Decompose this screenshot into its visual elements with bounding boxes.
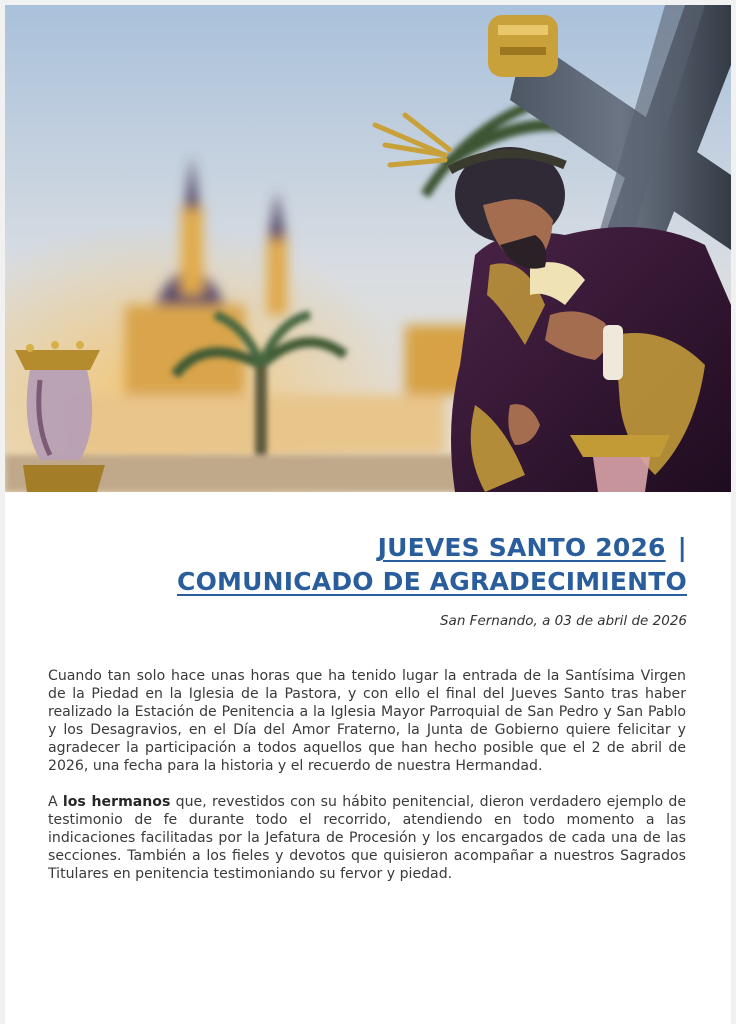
header-photo — [5, 5, 731, 492]
candle-lamp-left — [15, 341, 105, 492]
title-separator: | — [677, 533, 687, 562]
title-line-2: COMUNICADO DE AGRADECIMIENTO — [177, 567, 687, 596]
paragraph-2-rest: que, revestidos con su hábito penitencial, dieron verdadero ejemplo de testimonio de fe durante todo el recorrido, atendiendo en todo momento a las indicaciones facilitadas por la Jefatura de Procesión y los encargados de cada una de las secciones. También a los fieles y devotos que quisieron acompañar a nuestros Sagrados Titulares en penitencia testimoniando su fervor y piedad. — [48, 794, 687, 882]
paragraph-2-prefix: A — [48, 794, 63, 810]
body-text — [48, 667, 686, 901]
paragraph-2-bold: los hermanos — [62, 794, 171, 810]
dateline: San Fernando, a 03 de abril de 2026 — [439, 613, 687, 629]
procession-image — [5, 5, 731, 492]
title-line-1: JUEVES SANTO 2026 — [377, 533, 666, 562]
document-page — [5, 5, 731, 1024]
document-title — [177, 531, 687, 599]
paragraph-2 — [48, 793, 686, 883]
paragraph-1: Cuando tan solo hace unas horas que ha tenido lugar la entrada de la Santísima Virgen de la Piedad en la Iglesia de la Pastora, y con ello el final del Jueves Santo tras haber realizado la Estación de Penitencia a la Iglesia Mayor Parroquial de San Pedro y San Pablo y los Desagravios, en el Día del Amor Fraterno, la Junta de Gobierno quiere felicitar y agradecer la participación a todos aquellos que han hecho posible que el 2 de abril de 2026, una fecha para la historia y el recuerdo de nuestra Hermandad. — [48, 668, 686, 774]
